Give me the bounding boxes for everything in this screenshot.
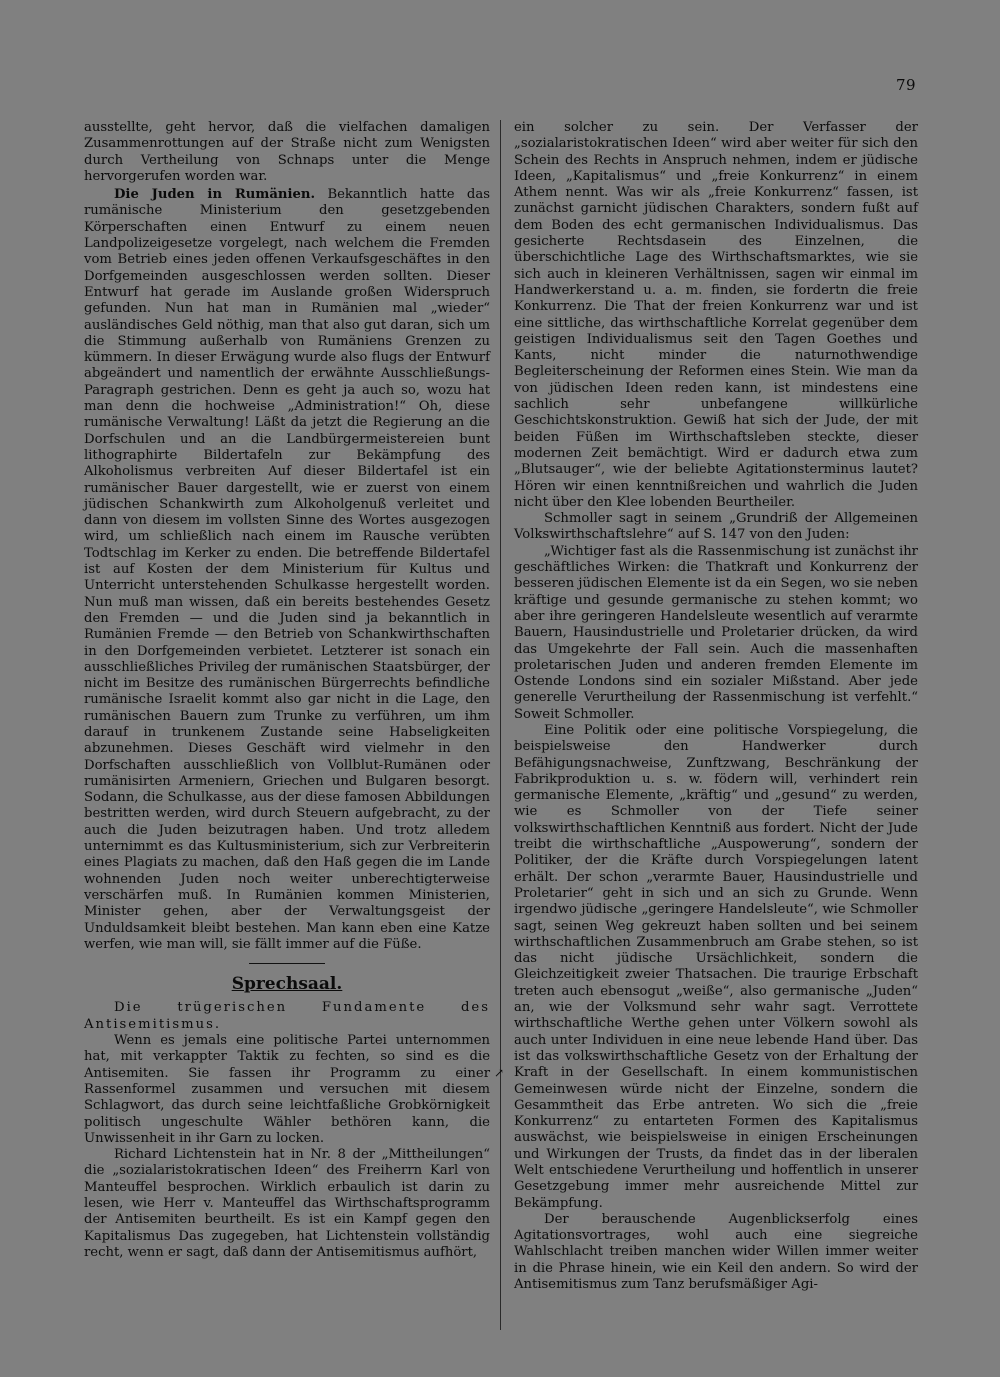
article-heading: Die Juden in Rumänien.: [114, 187, 316, 203]
paragraph: Der berauschende Augenblickserfolg eines Agitationsvortrages, wohl auch eine siegreiche Wahlschlacht treiben manchen wider Willen immer weiter in die Phrase hinein, wie ein Keil den andern. So wird der Antisemitismus zum Tanz berufsmäßiger Agi-: [514, 1211, 918, 1293]
margin-mark-icon: ↗: [494, 1066, 505, 1080]
article-body: Bekanntlich hatte das rumänische Ministerium den gesetzgebenden Körperschaften einen Entwurf zu einem neuen Landpolizeigesetze vorgelegt, nach welchem die Fremden vom Betrieb eines jeden offenen Verkaufsgeschäftes in den Dorfgemeinden ausgeschlossen werden sollten. Dieser Entwurf hat gerade im Auslande großen Widerspruch gefunden. Nun hat man in Rumänien mal „wieder“ ausländisches Geld nöthig, man that also gut daran, sich um die Stimmung außerhalb von Rumäniens Grenzen zu kümmern. In dieser Erwägung wurde also flugs der Entwurf abgeändert und namentlich der erwähnte Ausschließungs-Paragraph gestrichen. Denn es geht ja auch so, wozu hat man denn die hochweise „Administration!“ Oh, diese rumänische Verwaltung! Läßt da jetzt die Regierung an die Dorfschulen und an die Landbürgermeistereien bunt lithographirte Bildertafeln zur Bekämpfung des Alkoholismus verbreiten Auf dieser Bildertafel ist ein rumänischer Bauer dargestellt, wie er zuerst von einem jüdischen Schankwirth zum Alkoholgenuß verleitet und dann von diesem im vollsten Sinne des Wortes ausgezogen wird, um schließlich nach einem im Rausche verübten Todtschlag im Kerker zu enden. Die betreffende Bildertafel ist auf Kosten der dem Ministerium für Kultus und Unterricht unterstehenden Schulkasse hergestellt worden. Nun muß man wissen, daß ein bereits bestehendes Gesetz den Fremden — und die Juden sind ja bekanntlich in Rumänien Fremde — den Betrieb von Schankwirthschaften in den Dorfgemeinden verbietet. Letzterer ist sonach ein ausschließliches Privileg der rumänischen Staatsbürger, der nicht im Besitze des rumänischen Bürgerrechts befindliche rumänische Israelit kommt also gar nicht in die Lage, den rumänischen Bauern zum Trunke zu verführen, um ihm darauf in trunkenem Zustande seine Habseligkeiten abzunehmen. Dieses Geschäft wird vielmehr in den Dorfschaften ausschließlich von Vollblut-Rumänen oder rumänisirten Armeniern, Griechen und Bulgaren besorgt. Sodann, die Schulkasse, aus der diese famosen Abbildungen bestritten werden, wird durch Steuern aufgebracht, zu der auch die Juden beizutragen haben. Und trotz alledem unternimmt es das Kultusministerium, sich zur Verbreiterin eines Plagiats zu machen, daß den Haß gegen die im Lande wohnenden Juden noch weiter unberechtigterweise verschärfen muß. In Rumänien kommen Ministerien, Minister gehen, aber der Verwaltungsgeist der Unduldsamkeit bleibt bestehen. Man kann eben eine Katze werfen, wie man will, sie fällt immer auf die Füße.: [84, 187, 490, 952]
section-title: Sprechsaal.: [231, 974, 343, 995]
left-column: [84, 120, 490, 1261]
paragraph: Wenn es jemals eine politische Partei unternommen hat, mit verkappter Taktik zu fechten, so sind es die Antisemiten. Sie fassen ihr Programm zu einer Rassenformel zusammen und versuchen mit diesem Schlagwort, das durch seine leichtfaßliche Grobkörnigkeit politisch ungeschulte Wähler bethören kann, die Unwissenheit in ihr Garn zu locken.: [84, 1033, 490, 1146]
paragraph-continuation: ausstellte, geht hervor, daß die vielfachen damaligen Zusammenrottungen auf der Straße nicht zum Wenigsten durch Vertheilung von Schnaps unter die Menge hervorgerufen worden war.: [84, 120, 490, 184]
sub-heading: Die trügerischen Fundamente des Antisemitismus.: [84, 1000, 490, 1032]
section-rule: [249, 963, 325, 964]
paragraph: Eine Politik oder eine politische Vorspiegelung, die beispielsweise den Handwerker durch Befähigungsnachweise, Zunftzwang, Beschränkung der Fabrikproduktion u. s. w. födern will, verhindert rein germanische Elemente, „kräftig“ und „gesund“ zu werden, wie es Schmoller von der Tiefe seiner volkswirthschaftlichen Kenntniß aus fordert. Nicht der Jude treibt die wirthschaftliche „Auspowerung“, sondern der Politiker, der die Kräfte durch Vorspiegelungen latent erhält. Der schon „verarmte Bauer, Hausindustrielle und Proletarier“ geht in sich und an sich zu Grunde. Wenn irgendwo jüdische „geringere Handelsleute“, wie Schmoller sagt, seinen Weg gekreuzt haben sollten und bei seinem wirthschaftlichen Zusammenbruch am Grabe stehen, so ist das nicht jüdische Ursächlichkeit, sondern die Gleichzeitigkeit zweier Thatsachen. Die traurige Erbschaft treten auch ebensogut „weiße“, also germanische „Juden“ an, wie der Volksmund sehr wahr sagt. Verrottete wirthschaftliche Werthe gehen unter Völkern sowohl als auch unter Individuen in eine neue lebende Hand über. Das ist das volkswirthschaftliche Gesetz von der Erhaltung der Kraft in der Gesellschaft. In einem kommunistischen Gemeinwesen würde nicht der Einzelne, sondern die Gesammtheit das Erbe antreten. Wo sich die „freie Konkurrenz“ zu entarteten Formen des Kapitalismus auswächst, wie beispielsweise in einigen Erscheinungen und Wirkungen der Trusts, da findet das in der liberalen Welt entschiedene Verurtheilung und hoffentlich in unserer Gesetzgebung immer mehr ausreichende Mittel zur Bekämpfung.: [514, 722, 918, 1211]
paragraph-continuation: ein solcher zu sein. Der Verfasser der „sozialaristokratischen Ideen“ wird aber weiter für sich den Schein des Rechts in Anspruch nehmen, indem er jüdische Ideen, „Kapitalismus“ und „freie Konkurrenz“ in einem Athem nennt. Was wir als „freie Konkurrenz“ fassen, ist zunächst garnicht jüdischen Charakters, sondern fußt auf dem Boden des echt germanischen Individualismus. Das gesicherte Rechtsdasein des Einzelnen, die überschichtliche Lage des Wirthschaftsmarktes, wie sie sich auch in kleineren Verhältnissen, sagen wir einmal im Handwerkerstand u. a. m. finden, sie fordertn die freie Konkurrenz. Die That der freien Konkurrenz war und ist eine sittliche, das wirthschaftliche Korrelat gegenüber dem geistigen Individualismus seit den Tagen Goethes und Kants, nicht minder die naturnothwendige Begleiterscheinung der Reformen eines Stein. Wie man da von jüdischen Ideen reden kann, ist mindestens eine sachlich sehr unbefangene willkürliche Geschichtskonstruktion. Gewiß hat sich der Jude, der mit beiden Füßen im Wirthschaftsleben steckte, dieser modernen Zeit bemächtigt. Wird er dadurch etwa zum „Blutsauger“, wie der beliebte Agitationsterminus lautet? Hören wir einen kenntnißreichen und wahrlich die Juden nicht über den Klee lobenden Beurtheiler.: [514, 120, 918, 510]
page-number: 79: [896, 76, 917, 94]
quotation: „Wichtiger fast als die Rassenmischung ist zunächst ihr geschäftliches Wirken: die Thatkraft und Konkurrenz der besseren jüdischen Elemente ist da ein Segen, wo sie neben kräftige und gesunde germanische zu stehen kommt; wo aber ihre geringeren Handelsleute wesentlich auf verarmte Bauern, Hausindustrielle und Proletarier drücken, da wird das Umgekehrte der Fall sein. Auch die massenhaften proletarischen Juden und anderen fremden Elemente im Ostende Londons sind ein sozialer Mißstand. Aber jede generelle Verurtheilung der Rassenmischung ist verfehlt.“ Soweit Schmoller.: [514, 543, 918, 722]
column-divider: [500, 120, 501, 1330]
paragraph: Richard Lichtenstein hat in Nr. 8 der „Mittheilungen“ die „sozialaristokratischen Ideen“ des Freiherrn Karl von Manteuffel besprochen. Wirklich erbaulich ist darin zu lesen, wie Herr v. Manteuffel das Wirthschaftsprogramm der Antisemiten beurtheilt. Es ist ein Kampf gegen den Kapitalismus Das zugegeben, hat Lichtenstein vollständig recht, wenn er sagt, daß dann der Antisemitismus aufhört,: [84, 1147, 490, 1260]
right-column: [514, 120, 918, 1293]
article-romania: [84, 187, 490, 953]
paragraph: Schmoller sagt in seinem „Grundriß der Allgemeinen Volkswirthschaftslehre“ auf S. 147 von den Juden:: [514, 511, 918, 543]
